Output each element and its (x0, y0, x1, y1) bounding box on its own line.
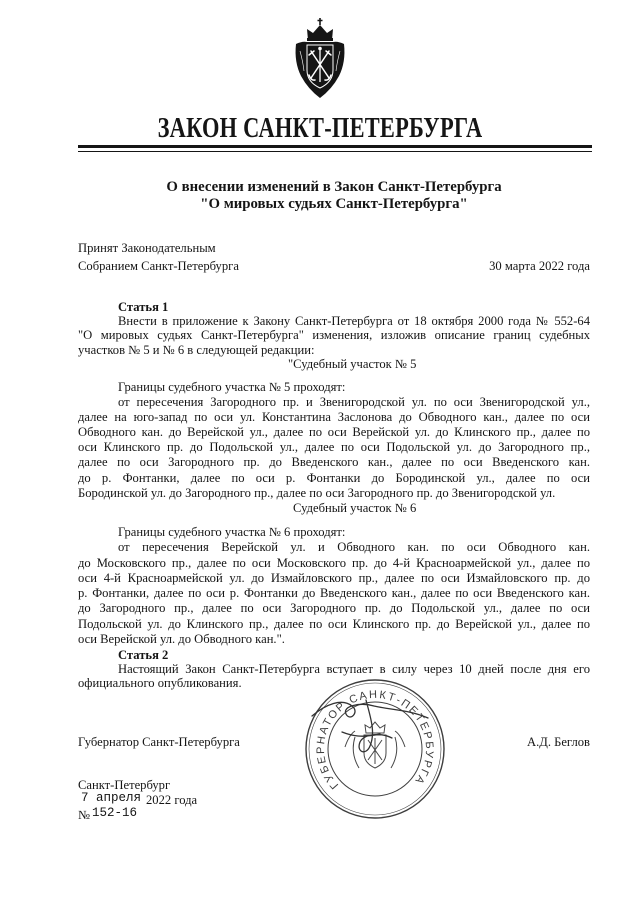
district-line: Подольской ул. до Клинского пр., далее по оси Клинского пр. до Верейской ул., далее по (78, 616, 590, 631)
article-line: участков № 5 и № 6 в следующей редакции: (78, 342, 315, 357)
adoption-row (78, 257, 590, 275)
article-heading: Статья 1 (118, 300, 169, 314)
article-line: официального опубликования. (78, 676, 242, 691)
title-rule-thin (78, 151, 592, 152)
article-heading: Статья 2 (118, 648, 169, 662)
governor-seal-stamp (302, 676, 448, 822)
article-line: "О мировых судьях Санкт-Петербурга" изменения, изложив описание границ судебных (78, 328, 590, 343)
district-line: от пересечения Загородного пр. и Звенигородской ул. по оси Звенигородской ул., (118, 395, 590, 410)
law-subject-line: О внесении изменений в Закон Санкт-Петербурга (166, 179, 502, 195)
emblem-crown (307, 25, 333, 41)
document-title-text: ЗАКОН САНКТ-ПЕТЕРБУРГА (157, 113, 483, 144)
district-6-description (78, 525, 590, 647)
coat-of-arms-emblem (292, 18, 348, 98)
district-line: от пересечения Верейской ул. и Обводного кан. по оси Обводного кан. (118, 540, 590, 555)
district-line: до Московского пр., далее по оси Московского пр. до 4-й Красноармейской ул., далее по (78, 555, 590, 570)
district-line: до р. Фонтанки, далее по оси р. Фонтанки до Бородинской ул., далее по оси (78, 470, 590, 485)
signing-day-month: 7 апреля (81, 791, 142, 805)
signatory-name: А.Д. Беглов (526, 735, 590, 749)
stamp-ring-text-path: ГУБЕРНАТОР САНКТ-ПЕТЕРБУРГА (314, 688, 436, 792)
article-1 (78, 300, 590, 371)
document-title (0, 113, 640, 145)
law-subject-line: "О мировых судьях Санкт-Петербурга" (200, 196, 468, 212)
district-5-description (78, 380, 590, 501)
signing-year: 2022 года (146, 793, 198, 807)
adoption-date: 30 марта 2022 года (489, 259, 590, 273)
adoption-block (78, 239, 590, 275)
adoption-line: Принят Законодательным (78, 241, 216, 255)
title-rule-thick (78, 145, 592, 148)
district-6-heading-block (78, 501, 590, 516)
district-line: Бородинской ул. до Загородного пр., далее по оси Загородного пр. до Звенигородской ул. (78, 485, 556, 500)
district-line: далее на юго-запад по оси ул. Константина Заслонова до Обводного кан., далее по оси (78, 410, 590, 425)
adoption-line: Собранием Санкт-Петербурга (78, 259, 239, 273)
emblem-scepter-orb (318, 47, 322, 51)
emblem-cross (318, 18, 323, 25)
district-intro: Границы судебного участка № 5 проходят: (118, 380, 346, 394)
district-heading: Судебный участок № 6 (293, 501, 417, 515)
district-line: до Загородного пр., далее по оси Загородного пр. до Подольской ул., далее по оси (78, 601, 590, 616)
district-heading: "Судебный участок № 5 (288, 356, 417, 371)
district-intro: Границы судебного участка № 6 проходят: (118, 525, 346, 539)
signing-city: Санкт-Петербург (78, 778, 171, 792)
article-line: Настоящий Закон Санкт-Петербурга вступает в силу через 10 дней после дня его (118, 662, 590, 677)
law-number-sign: № (78, 808, 91, 822)
stamp-emblem (345, 722, 405, 768)
law-subject (78, 179, 590, 213)
signatory-position: Губернатор Санкт-Петербурга (78, 735, 240, 749)
district-line: оси 4-й Красноармейской ул. до Измайловского пр., далее по оси Измайловского пр. до (78, 570, 590, 585)
article-line: Внести в приложение к Закону Санкт-Петербурга от 18 октября 2000 года № 552-64 (118, 314, 590, 329)
law-number: 152-16 (92, 806, 138, 820)
district-line: р. Фонтанки, далее по оси р. Фонтанки до Введенского кан., далее по оси Введенского кан. (78, 586, 590, 601)
district-line: оси Клинского пр. до Подольской ул., далее по оси Подольской ул. до Загородного пр., (78, 440, 590, 455)
district-line: Обводного кан. до Верейской ул., далее по оси Верейской ул. до Клинского пр., далее по (78, 425, 590, 440)
district-line: оси Верейской ул. до Обводного кан.". (78, 632, 285, 647)
district-line: далее по оси Загородного пр. до Введенского кан., далее по оси Введенского кан. (78, 455, 590, 470)
